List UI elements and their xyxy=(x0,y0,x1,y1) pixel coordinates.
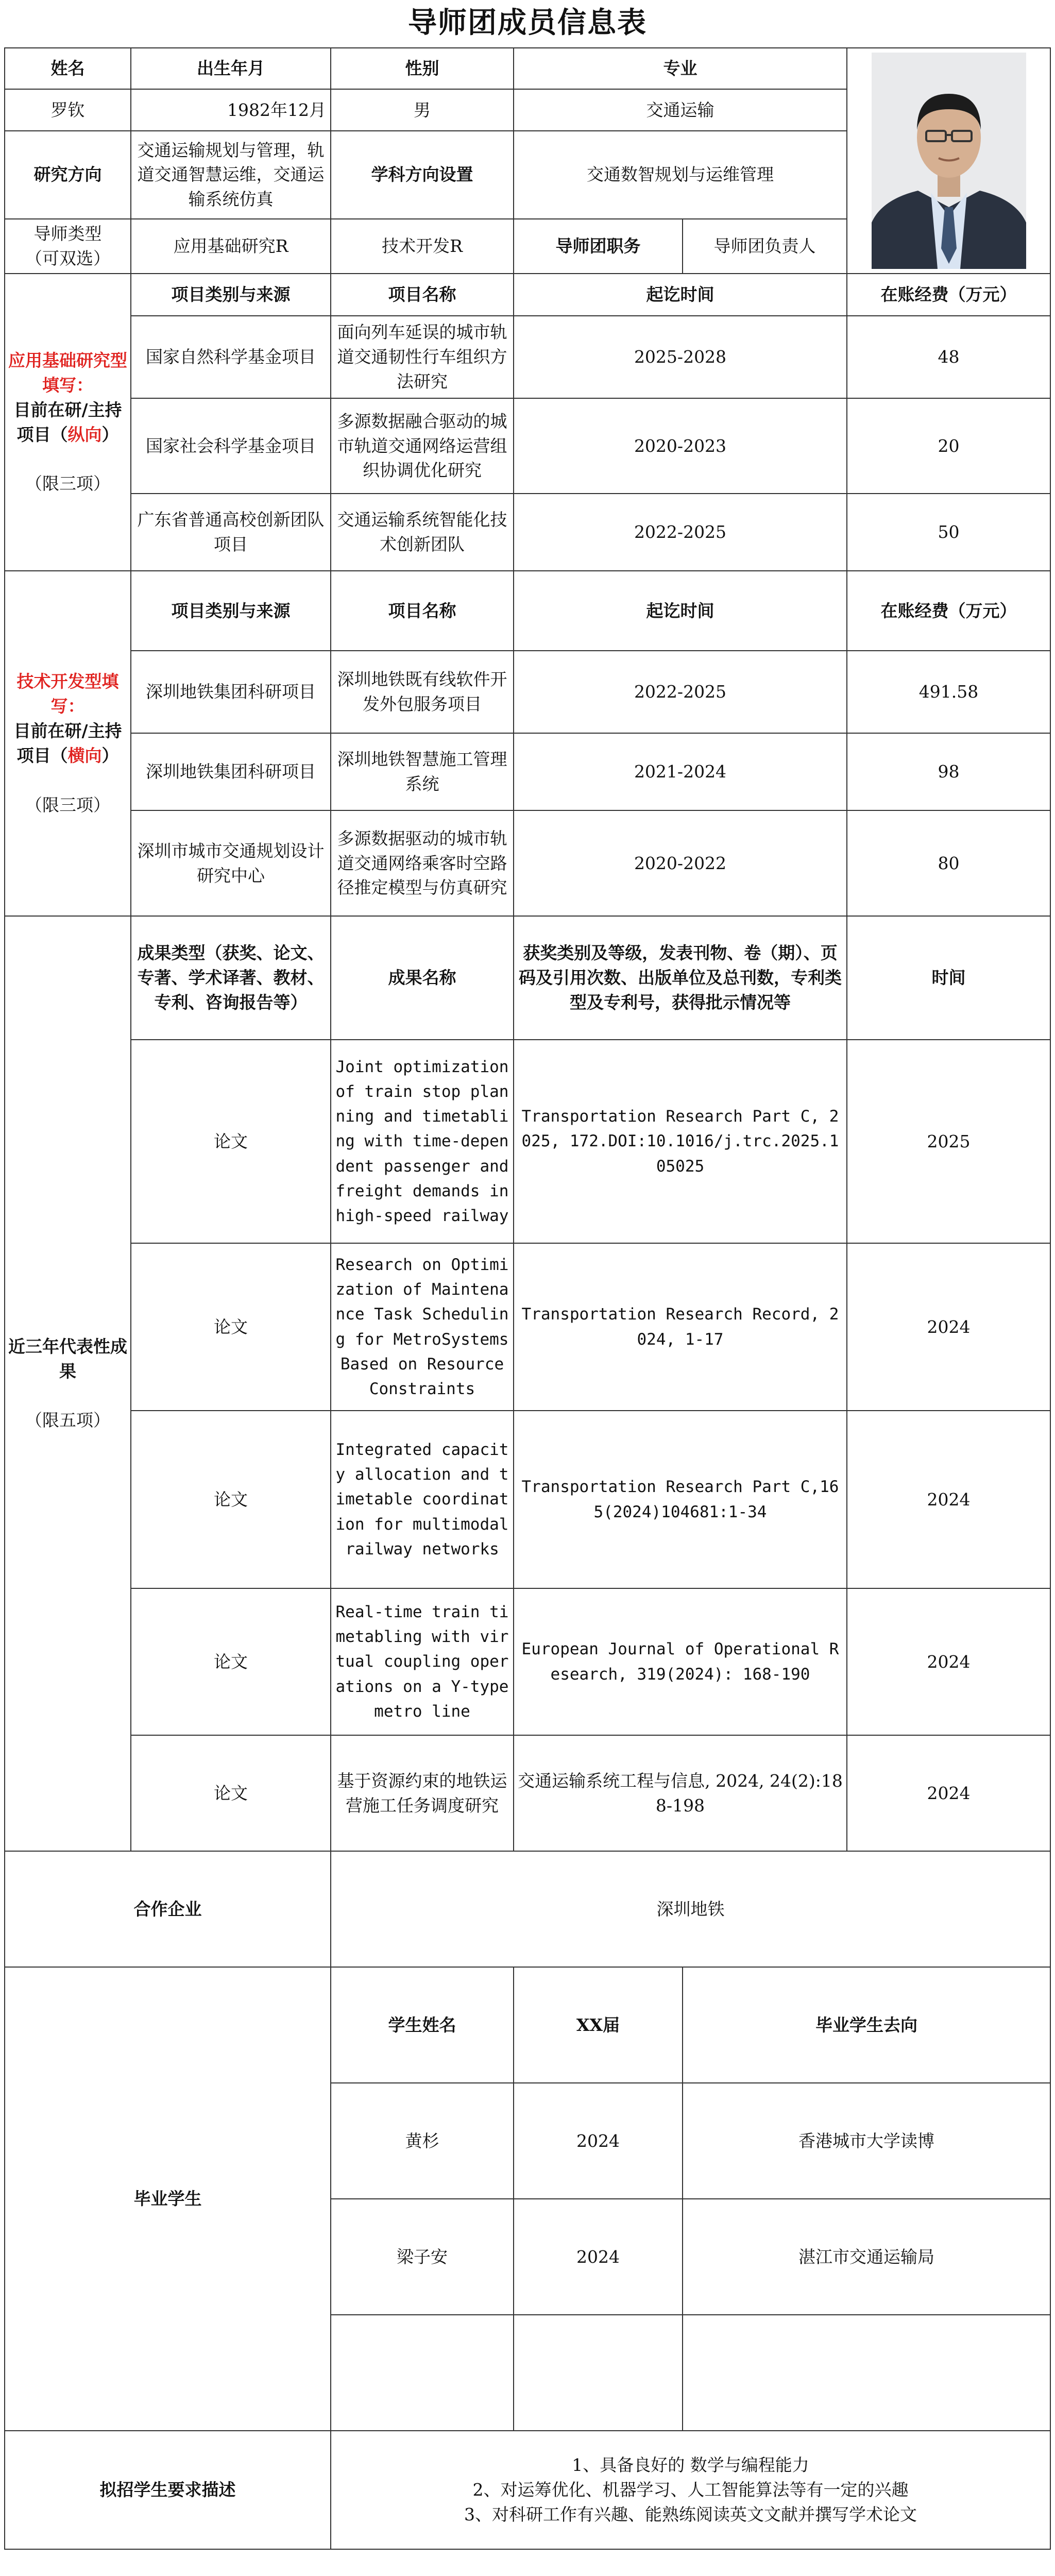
role-label: 导师团职务 xyxy=(514,219,683,274)
grad-destination: 香港城市大学读博 xyxy=(683,2083,1050,2199)
table-row xyxy=(5,810,1050,916)
grad-name: 梁子安 xyxy=(331,2199,514,2315)
mentor-type-1: 应用基础研究R xyxy=(131,219,331,274)
grad-year xyxy=(514,2315,683,2431)
ach-header-detail: 获奖类别及等级，发表刊物、卷（期）、页码及引用次数、出版单位及总刊数，专利类型及专利号，获得批示情况等 xyxy=(514,916,847,1040)
td-source: 深圳市城市交通规划设计研究中心 xyxy=(131,810,331,916)
major-label: 专业 xyxy=(514,48,847,89)
name-label: 姓名 xyxy=(5,48,131,89)
photo-cell xyxy=(847,48,1050,274)
page-title: 导师团成员信息表 xyxy=(408,6,647,40)
ach-detail: Transportation Research Part C,165(2024)104681:1-34 xyxy=(514,1411,847,1588)
cooperation-row xyxy=(5,1851,1050,1967)
td-funds: 98 xyxy=(847,733,1050,810)
grad-year: 2024 xyxy=(514,2083,683,2199)
graduates-label: 毕业学生 xyxy=(5,1967,331,2431)
ach-header-year: 时间 xyxy=(847,916,1050,1040)
ach-type: 论文 xyxy=(131,1588,331,1735)
grad-name xyxy=(331,2315,514,2431)
br-name: 面向列车延误的城市轨道交通韧性行车组织方法研究 xyxy=(331,316,514,398)
br-funds: 50 xyxy=(847,494,1050,571)
td-source: 深圳地铁集团科研项目 xyxy=(131,651,331,733)
ach-name: Real-time train timetabling with virtual coupling operations on a Y-type metro line xyxy=(331,1588,514,1735)
major-value: 交通运输 xyxy=(514,89,847,130)
td-source: 深圳地铁集团科研项目 xyxy=(131,733,331,810)
table-row xyxy=(5,494,1050,571)
br-period: 2022-2025 xyxy=(514,494,847,571)
portrait-photo xyxy=(872,53,1026,269)
tech-dev-label: 技术开发型填写： 目前在研/主持项目（横向） （限三项） xyxy=(5,571,131,916)
ach-header-name: 成果名称 xyxy=(331,916,514,1040)
br-funds: 48 xyxy=(847,316,1050,398)
ach-name: Joint optimization of train stop planning and timetabling with time-dependent passenger and freight demands in high-speed railway xyxy=(331,1040,514,1243)
ach-detail: Transportation Research Record, 2024, 1-17 xyxy=(514,1243,847,1411)
br-funds: 20 xyxy=(847,398,1050,494)
basic-header-row xyxy=(5,48,1050,89)
br-name: 多源数据融合驱动的城市轨道交通网络运营组织协调优化研究 xyxy=(331,398,514,494)
br-header-funds: 在账经费（万元） xyxy=(847,274,1050,316)
graduates-header-row xyxy=(5,1967,1050,2083)
gender-label: 性别 xyxy=(331,48,514,89)
info-table xyxy=(4,47,1051,2550)
br-period: 2020-2023 xyxy=(514,398,847,494)
ach-year: 2024 xyxy=(847,1735,1050,1851)
ach-year: 2024 xyxy=(847,1243,1050,1411)
table-row xyxy=(5,1411,1050,1588)
ach-name: Research on Optimization of Maintenance Task Scheduling for MetroSystems Based on Resource Constraints xyxy=(331,1243,514,1411)
td-header-source: 项目类别与来源 xyxy=(131,571,331,651)
birth-value: 1982年12月 xyxy=(131,89,331,130)
requirements-value xyxy=(331,2431,1050,2549)
td-name: 深圳地铁既有线软件开发外包服务项目 xyxy=(331,651,514,733)
td-header-name: 项目名称 xyxy=(331,571,514,651)
cooperation-value: 深圳地铁 xyxy=(331,1851,1050,1967)
br-source: 国家自然科学基金项目 xyxy=(131,316,331,398)
tech-dev-header-row xyxy=(5,571,1050,651)
achievements-header-row xyxy=(5,916,1050,1040)
ach-detail: European Journal of Operational Research, 319(2024): 168-190 xyxy=(514,1588,847,1735)
achievements-label: 近三年代表性成果 （限五项） xyxy=(5,916,131,1851)
requirement-line: 2、对运筹优化、机器学习、人工智能算法等有一定的兴趣 xyxy=(472,2480,909,2500)
grad-destination xyxy=(683,2315,1050,2431)
br-header-name: 项目名称 xyxy=(331,274,514,316)
grad-destination: 湛江市交通运输局 xyxy=(683,2199,1050,2315)
td-funds: 491.58 xyxy=(847,651,1050,733)
cooperation-label: 合作企业 xyxy=(5,1851,331,1967)
role-value: 导师团负责人 xyxy=(683,219,847,274)
table-row xyxy=(5,1243,1050,1411)
basic-research-label: 应用基础研究型填写： 目前在研/主持项目（纵向） （限三项） xyxy=(5,274,131,571)
research-value: 交通运输规划与管理，轨道交通智慧运维，交通运输系统仿真 xyxy=(131,131,331,219)
grad-name: 黄杉 xyxy=(331,2083,514,2199)
td-funds: 80 xyxy=(847,810,1050,916)
ach-name: 基于资源约束的地铁运营施工任务调度研究 xyxy=(331,1735,514,1851)
ach-detail: 交通运输系统工程与信息, 2024, 24(2):188-198 xyxy=(514,1735,847,1851)
basic-research-header-row xyxy=(5,274,1050,316)
ach-type: 论文 xyxy=(131,1735,331,1851)
ach-year: 2024 xyxy=(847,1411,1050,1588)
ach-type: 论文 xyxy=(131,1243,331,1411)
td-period: 2020-2022 xyxy=(514,810,847,916)
ach-type: 论文 xyxy=(131,1411,331,1588)
table-row xyxy=(5,651,1050,733)
br-header-source: 项目类别与来源 xyxy=(131,274,331,316)
grad-header-year: XX届 xyxy=(514,1967,683,2083)
br-header-period: 起讫时间 xyxy=(514,274,847,316)
br-source: 广东省普通高校创新团队项目 xyxy=(131,494,331,571)
td-name: 深圳地铁智慧施工管理系统 xyxy=(331,733,514,810)
ach-type: 论文 xyxy=(131,1040,331,1243)
gender-value: 男 xyxy=(331,89,514,130)
table-row xyxy=(5,733,1050,810)
br-period: 2025-2028 xyxy=(514,316,847,398)
name-value: 罗钦 xyxy=(5,89,131,130)
grad-header-destination: 毕业学生去向 xyxy=(683,1967,1050,2083)
requirement-line: 3、对科研工作有兴趣、能熟练阅读英文文献并撰写学术论文 xyxy=(464,2504,917,2524)
discipline-label: 学科方向设置 xyxy=(331,131,514,219)
ach-header-type: 成果类型（获奖、论文、专著、学术译著、教材、专利、咨询报告等） xyxy=(131,916,331,1040)
td-name: 多源数据驱动的城市轨道交通网络乘客时空路径推定模型与仿真研究 xyxy=(331,810,514,916)
discipline-value: 交通数智规划与运维管理 xyxy=(514,131,847,219)
td-period: 2021-2024 xyxy=(514,733,847,810)
td-period: 2022-2025 xyxy=(514,651,847,733)
table-row xyxy=(5,1735,1050,1851)
grad-year: 2024 xyxy=(514,2199,683,2315)
ach-detail: Transportation Research Part C, 2025, 172.DOI:10.1016/j.trc.2025.105025 xyxy=(514,1040,847,1243)
br-source: 国家社会科学基金项目 xyxy=(131,398,331,494)
requirement-line: 1、具备良好的 数学与编程能力 xyxy=(572,2455,809,2476)
table-row xyxy=(5,1588,1050,1735)
requirements-label: 拟招学生要求描述 xyxy=(5,2431,331,2549)
ach-year: 2025 xyxy=(847,1040,1050,1243)
td-header-period: 起讫时间 xyxy=(514,571,847,651)
requirements-row xyxy=(5,2431,1050,2549)
ach-name: Integrated capacity allocation and timetable coordination for multimodal railway networks xyxy=(331,1411,514,1588)
ach-year: 2024 xyxy=(847,1588,1050,1735)
table-row xyxy=(5,316,1050,398)
table-row xyxy=(5,1040,1050,1243)
mentor-type-2: 技术开发R xyxy=(331,219,514,274)
td-header-funds: 在账经费（万元） xyxy=(847,571,1050,651)
research-label: 研究方向 xyxy=(5,131,131,219)
br-name: 交通运输系统智能化技术创新团队 xyxy=(331,494,514,571)
table-row xyxy=(5,398,1050,494)
birth-label: 出生年月 xyxy=(131,48,331,89)
grad-header-name: 学生姓名 xyxy=(331,1967,514,2083)
mentor-type-label: 导师类型 （可双选） xyxy=(5,219,131,274)
